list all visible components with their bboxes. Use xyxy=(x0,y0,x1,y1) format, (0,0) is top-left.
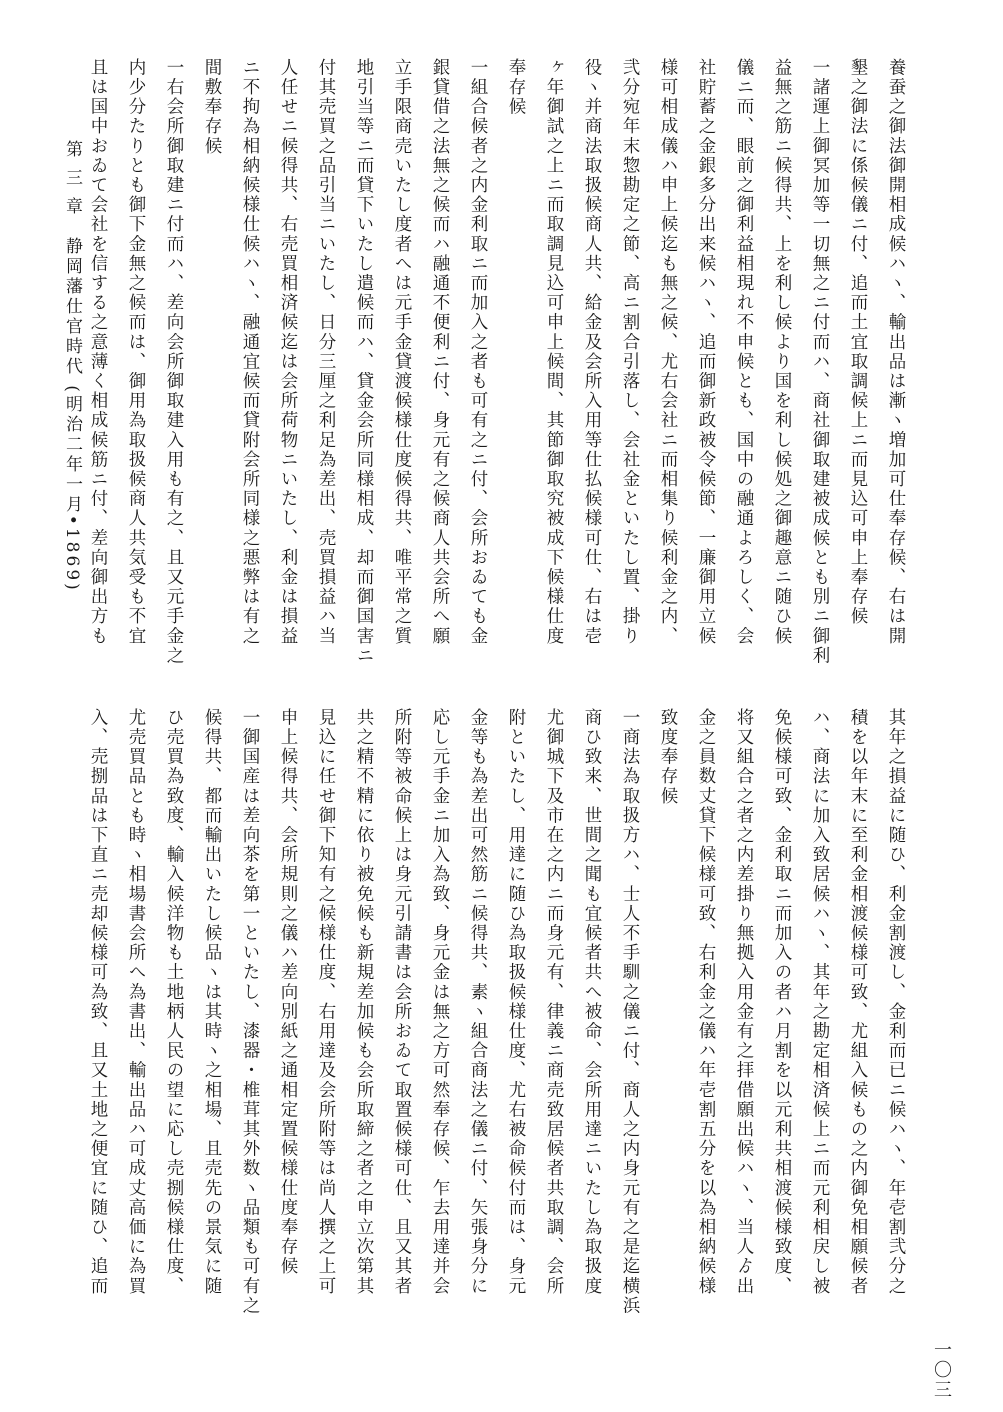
text-line: 金之員数丈貸下候様可致、右利金之儀ハ年壱割五分を以為相納候様 xyxy=(696,708,716,1296)
text-line: 人任せニ候得共、右売買相済候迄は会所荷物ニいたし、利金は損益 xyxy=(278,58,298,646)
text-line: 附といたし、用達に随ひ為取扱候様仕度、尤右被命候付而は、身元 xyxy=(506,708,526,1296)
text-line: 且は国中おゐて会社を信する之意薄く相成候筋ニ付、差向御出方も xyxy=(88,58,108,646)
text-line: 積を以年末に至利金相渡候様可致、尤組入候もの之内御免相願候者 xyxy=(848,708,868,1296)
text-line: 将又組合之者之内差掛り無拠入用金有之拝借願出候ハヽ、当人ゟ出 xyxy=(734,708,754,1296)
text-line: 免候様可致、金利取ニ而加入の者ハ月割を以元利共相渡候様致度、 xyxy=(772,708,792,1296)
text-line: 様可相成儀ハ申上候迄も無之候、尤右会社ニ而相集り候利金之内、 xyxy=(658,58,678,646)
text-line: ニ不拘為相納候様仕候ハヽ、融通宜候而貸附会所同様之悪弊は有之 xyxy=(240,58,260,646)
text-line: 致度奉存候 xyxy=(658,708,678,806)
text-line: ハ、商法に加入致居候ハヽ、其年之勘定相済候上ニ而元利相戻し被 xyxy=(810,708,830,1296)
text-line: 地引当等ニ而貸下いたし遣候而ハ、貸金会所同様相成、却而御国害ニ xyxy=(354,58,374,666)
text-line: 益無之筋ニ候得共、上を利し候より国を利し候処之御趣意ニ随ひ候 xyxy=(772,58,792,646)
text-line: 一御国産は差向茶を第一といたし、漆器・椎茸其外数ヽ品類も可有之 xyxy=(240,708,260,1316)
text-line: 一諸運上御冥加等一切無之ニ付而ハ、商社御取建被成候とも別ニ御利 xyxy=(810,58,830,666)
page-number: 一〇三 xyxy=(931,1340,952,1400)
text-line: 一右会所御取建ニ付而ハ、差向会所御取建入用も有之、且又元手金之 xyxy=(164,58,184,666)
upper-text-block xyxy=(79,58,915,668)
text-line: ヶ年御試之上ニ而取調見込可申上候間、其節御取究被成下候様仕度 xyxy=(544,58,564,646)
lower-text-block xyxy=(79,708,915,1318)
text-line: 奉存候 xyxy=(506,58,526,117)
text-line: 養蚕之御法御開相成候ハヽ、輸出品は漸ヽ増加可仕奉存候、右は開 xyxy=(886,58,906,646)
text-line: 応し元手金ニ加入為致、身元金は無之方可然奉存候、乍去用達并会 xyxy=(430,708,450,1296)
text-line: 付其売買之品引当ニいたし、日分三厘之利足為差出、売買損益ハ当 xyxy=(316,58,336,646)
text-line: 墾之御法に係候儀ニ付、追而土宜取調候上ニ而見込可申上奉存候 xyxy=(848,58,868,627)
text-line: 銀貸借之法無之候而ハ融通不便利ニ付、身元有之候商人共会所へ願 xyxy=(430,58,450,646)
text-line: 候得共、都而輸出いたし候品ヽは其時ヽ之相場、且売先の景気に随 xyxy=(202,708,222,1296)
text-line: 入、売捌品は下直ニ売却候様可為致、且又土地之便宜に随ひ、追而 xyxy=(88,708,108,1296)
text-line: 一商法為取扱方ハ、士人不手馴之儀ニ付、商人之内身元有之是迄横浜 xyxy=(620,708,640,1316)
text-line: 役ヽ并商法取扱候商人共、給金及会所入用等仕払候様可仕、右は壱 xyxy=(582,58,602,646)
text-line: 間敷奉存候 xyxy=(202,58,222,156)
text-line: 立手限商売いたし度者へは元手金貸渡候様仕度候得共、唯平常之質 xyxy=(392,58,412,646)
text-line: 尤売買品とも時ヽ相場書会所へ為書出、輸出品ハ可成丈高価に為買 xyxy=(126,708,146,1296)
text-line: 儀ニ而、眼前之御利益相現れ不申候とも、国中の融通よろしく、会 xyxy=(734,58,754,646)
running-head: 第 三 章 静岡藩仕官時代 (明治二年一月•1869) xyxy=(62,140,82,593)
text-line: 見込に任せ御下知有之候様仕度、右用達及会所附等は尚人撰之上可 xyxy=(316,708,336,1296)
text-line: 尤御城下及市在之内ニ而身元有、律義ニ商売致居候者共取調、会所 xyxy=(544,708,564,1296)
text-line: 社貯蓄之金銀多分出来候ハヽ、追而御新政被令候節、一廉御用立候 xyxy=(696,58,716,646)
text-line: 申上候得共、会所規則之儀ハ差向別紙之通相定置候様仕度奉存候 xyxy=(278,708,298,1277)
text-line: 所附等被命候上は身元引請書は会所おゐて取置候様可仕、且又其者 xyxy=(392,708,412,1296)
text-line: 内少分たりとも御下金無之候而は、御用為取扱候商人共気受も不宜 xyxy=(126,58,146,646)
text-line: 商ひ致来、世間之聞も宜候者共へ被命、会所用達ニいたし為取扱度 xyxy=(582,708,602,1296)
text-line: 弐分宛年末惣勘定之節、高ニ割合引落し、会社金といたし置、掛り xyxy=(620,58,640,646)
text-line: 金等も為差出可然筋ニ候得共、素ヽ組合商法之儀ニ付、矢張身分に xyxy=(468,708,488,1296)
text-line: 一組合候者之内金利取ニ而加入之者も可有之ニ付、会所おゐても金 xyxy=(468,58,488,646)
text-line: 其年之損益に随ひ、利金割渡し、金利而已ニ候ハヽ、年壱割弐分之 xyxy=(886,708,906,1296)
text-line: 共之精不精に依り被免候も新規差加候も会所取締之者之申立次第其 xyxy=(354,708,374,1296)
text-line: ひ売買為致度、輸入候洋物も土地柄人民の望に応し売捌候様仕度、 xyxy=(164,708,184,1296)
